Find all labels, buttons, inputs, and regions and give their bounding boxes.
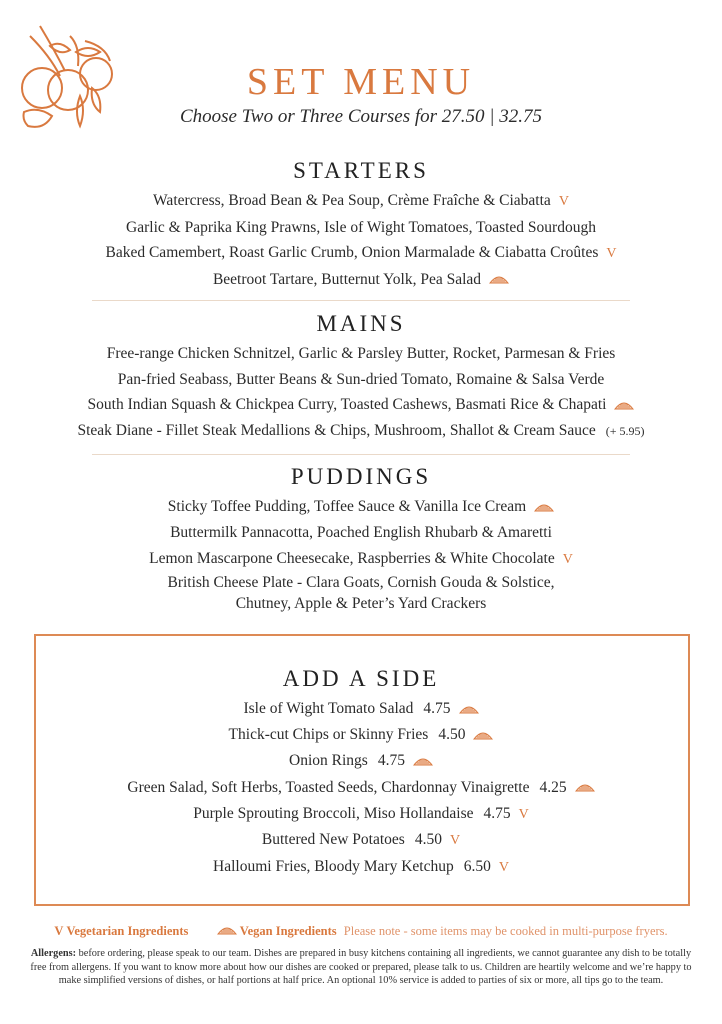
menu-item-price: 4.50 xyxy=(438,726,466,744)
menu-item-name: Green Salad, Soft Herbs, Toasted Seeds, Chardonnay Vinaigrette xyxy=(127,778,530,796)
page-subtitle: Choose Two or Three Courses for 27.50 | 32.75 xyxy=(179,106,543,127)
menu-item xyxy=(0,572,722,593)
menu-item-name: Lemon Mascarpone Cheesecake, Raspberries & White Chocolate xyxy=(149,549,555,567)
vegan-leaf-icon xyxy=(575,775,595,801)
menu-item-name: Watercress, Broad Bean & Pea Soup, Crème Fraîche & Ciabatta xyxy=(153,192,551,209)
menu-item xyxy=(0,775,722,801)
menu-item-price: 4.75 xyxy=(483,804,511,822)
menu-item-name: Buttered New Potatoes xyxy=(261,831,405,849)
menu-item xyxy=(0,520,722,546)
menu-item-name: Beetroot Tartare, Butternut Yolk, Pea Salad xyxy=(212,270,482,288)
menu-item xyxy=(0,722,722,748)
section-heading: MAINS xyxy=(316,311,406,336)
menu-item xyxy=(0,367,722,393)
menu-item-name: Onion Rings xyxy=(289,752,368,770)
allergens-label: Allergens: xyxy=(30,948,77,959)
section-puddings xyxy=(0,464,722,614)
allergens-notice xyxy=(30,947,692,988)
vegetarian-label: Vegetarian Ingredients xyxy=(66,924,189,938)
menu-item-price: 6.50 xyxy=(463,857,491,875)
menu-item xyxy=(0,801,722,828)
section-heading: STARTERS xyxy=(293,158,429,183)
menu-item xyxy=(0,546,722,573)
menu-item xyxy=(0,494,722,520)
section-heading: ADD A SIDE xyxy=(282,666,440,691)
menu-item-name: Thick-cut Chips or Skinny Fries xyxy=(228,726,429,744)
menu-item-name: Pan-fried Seabass, Butter Beans & Sun-dried Tomato, Romaine & Salsa Verde xyxy=(117,370,605,388)
menu-item xyxy=(0,418,722,445)
vegan-leaf-icon xyxy=(534,495,554,521)
vegan-leaf-icon xyxy=(459,697,479,723)
menu-item-price: 4.50 xyxy=(414,831,442,849)
allergens-text: before ordering, please speak to our team. Dishes are prepared in busy kitchens containing all ingredients, we cannot guarantee any dish to be totally free from allergens. If you want to know more about how our dishes are cooked or prepared, please talk to us. Children are heartily welcome and we’re happy to make simplified versions of dishes, or half portions at half price. An optional 10% service is added to parties of six or more, all tips go to the team. xyxy=(30,948,692,986)
menu-item xyxy=(0,696,722,722)
vegan-leaf-icon xyxy=(413,749,433,775)
vegetarian-marker: V xyxy=(562,551,573,567)
menu-item-name: Garlic & Paprika King Prawns, Isle of Wight Tomatoes, Toasted Sourdough xyxy=(126,218,596,236)
menu-item xyxy=(0,392,722,418)
menu-item-price: 4.25 xyxy=(539,778,567,796)
menu-item-name: South Indian Squash & Chickpea Curry, Toasted Cashews, Basmati Rice & Chapati xyxy=(87,396,607,413)
vegan-leaf-icon xyxy=(473,723,493,749)
vegan-leaf-icon xyxy=(217,924,237,938)
fryer-note: Please note - some items may be cooked in multi-purpose fryers. xyxy=(343,924,668,938)
vegetarian-marker: V xyxy=(498,859,509,875)
menu-item xyxy=(0,188,722,215)
menu-item-price: 4.75 xyxy=(377,752,405,770)
vegan-label: Vegan Ingredients xyxy=(239,924,337,938)
menu-item xyxy=(0,240,722,267)
menu-item-name: Free-range Chicken Schnitzel, Garlic & Parsley Butter, Rocket, Parmesan & Fries xyxy=(106,345,616,362)
section-mains xyxy=(0,311,722,445)
page-title: SET MENU xyxy=(246,61,476,103)
menu-item xyxy=(0,827,722,854)
vegetarian-marker: V xyxy=(606,246,617,261)
menu-item-name: Chutney, Apple & Peter’s Yard Crackers xyxy=(235,595,487,613)
menu-item xyxy=(0,593,722,614)
menu-item-name: Steak Diane - Fillet Steak Medallions & Chips, Mushroom, Shallot & Cream Sauce xyxy=(77,422,596,440)
vegetarian-marker: V xyxy=(449,833,461,849)
vegan-leaf-icon xyxy=(614,393,634,419)
section-add-a-side xyxy=(0,666,722,880)
divider xyxy=(92,454,630,455)
menu-item xyxy=(0,341,722,367)
menu-item xyxy=(0,267,722,293)
menu-item-name: Halloumi Fries, Bloody Mary Ketchup xyxy=(213,857,454,875)
menu-item-name: British Cheese Plate - Clara Goats, Cornish Gouda & Solstice, xyxy=(167,574,555,592)
menu-item-supplement: (+ 5.95) xyxy=(605,424,645,439)
menu-item-name: Baked Camembert, Roast Garlic Crumb, Onion Marmalade & Ciabatta Croûtes xyxy=(105,244,599,261)
menu-item-name: Isle of Wight Tomato Salad xyxy=(243,700,414,717)
menu-item xyxy=(0,215,722,241)
section-heading: PUDDINGS xyxy=(290,464,432,489)
section-starters xyxy=(0,158,722,293)
divider xyxy=(92,300,630,301)
menu-item xyxy=(0,748,722,774)
menu-item xyxy=(0,854,722,881)
vegetarian-marker: V xyxy=(518,806,529,822)
vegetarian-marker: V xyxy=(54,924,64,938)
menu-item-price: 4.75 xyxy=(423,700,451,717)
menu-item-name: Purple Sprouting Broccoli, Miso Hollandaise xyxy=(193,804,474,822)
vegetarian-marker: V xyxy=(558,194,569,209)
menu-item-name: Buttermilk Pannacotta, Poached English Rhubarb & Amaretti xyxy=(170,524,552,542)
vegan-leaf-icon xyxy=(489,267,509,293)
diet-legend xyxy=(0,924,722,939)
menu-item-name: Sticky Toffee Pudding, Toffee Sauce & Vanilla Ice Cream xyxy=(167,498,527,515)
